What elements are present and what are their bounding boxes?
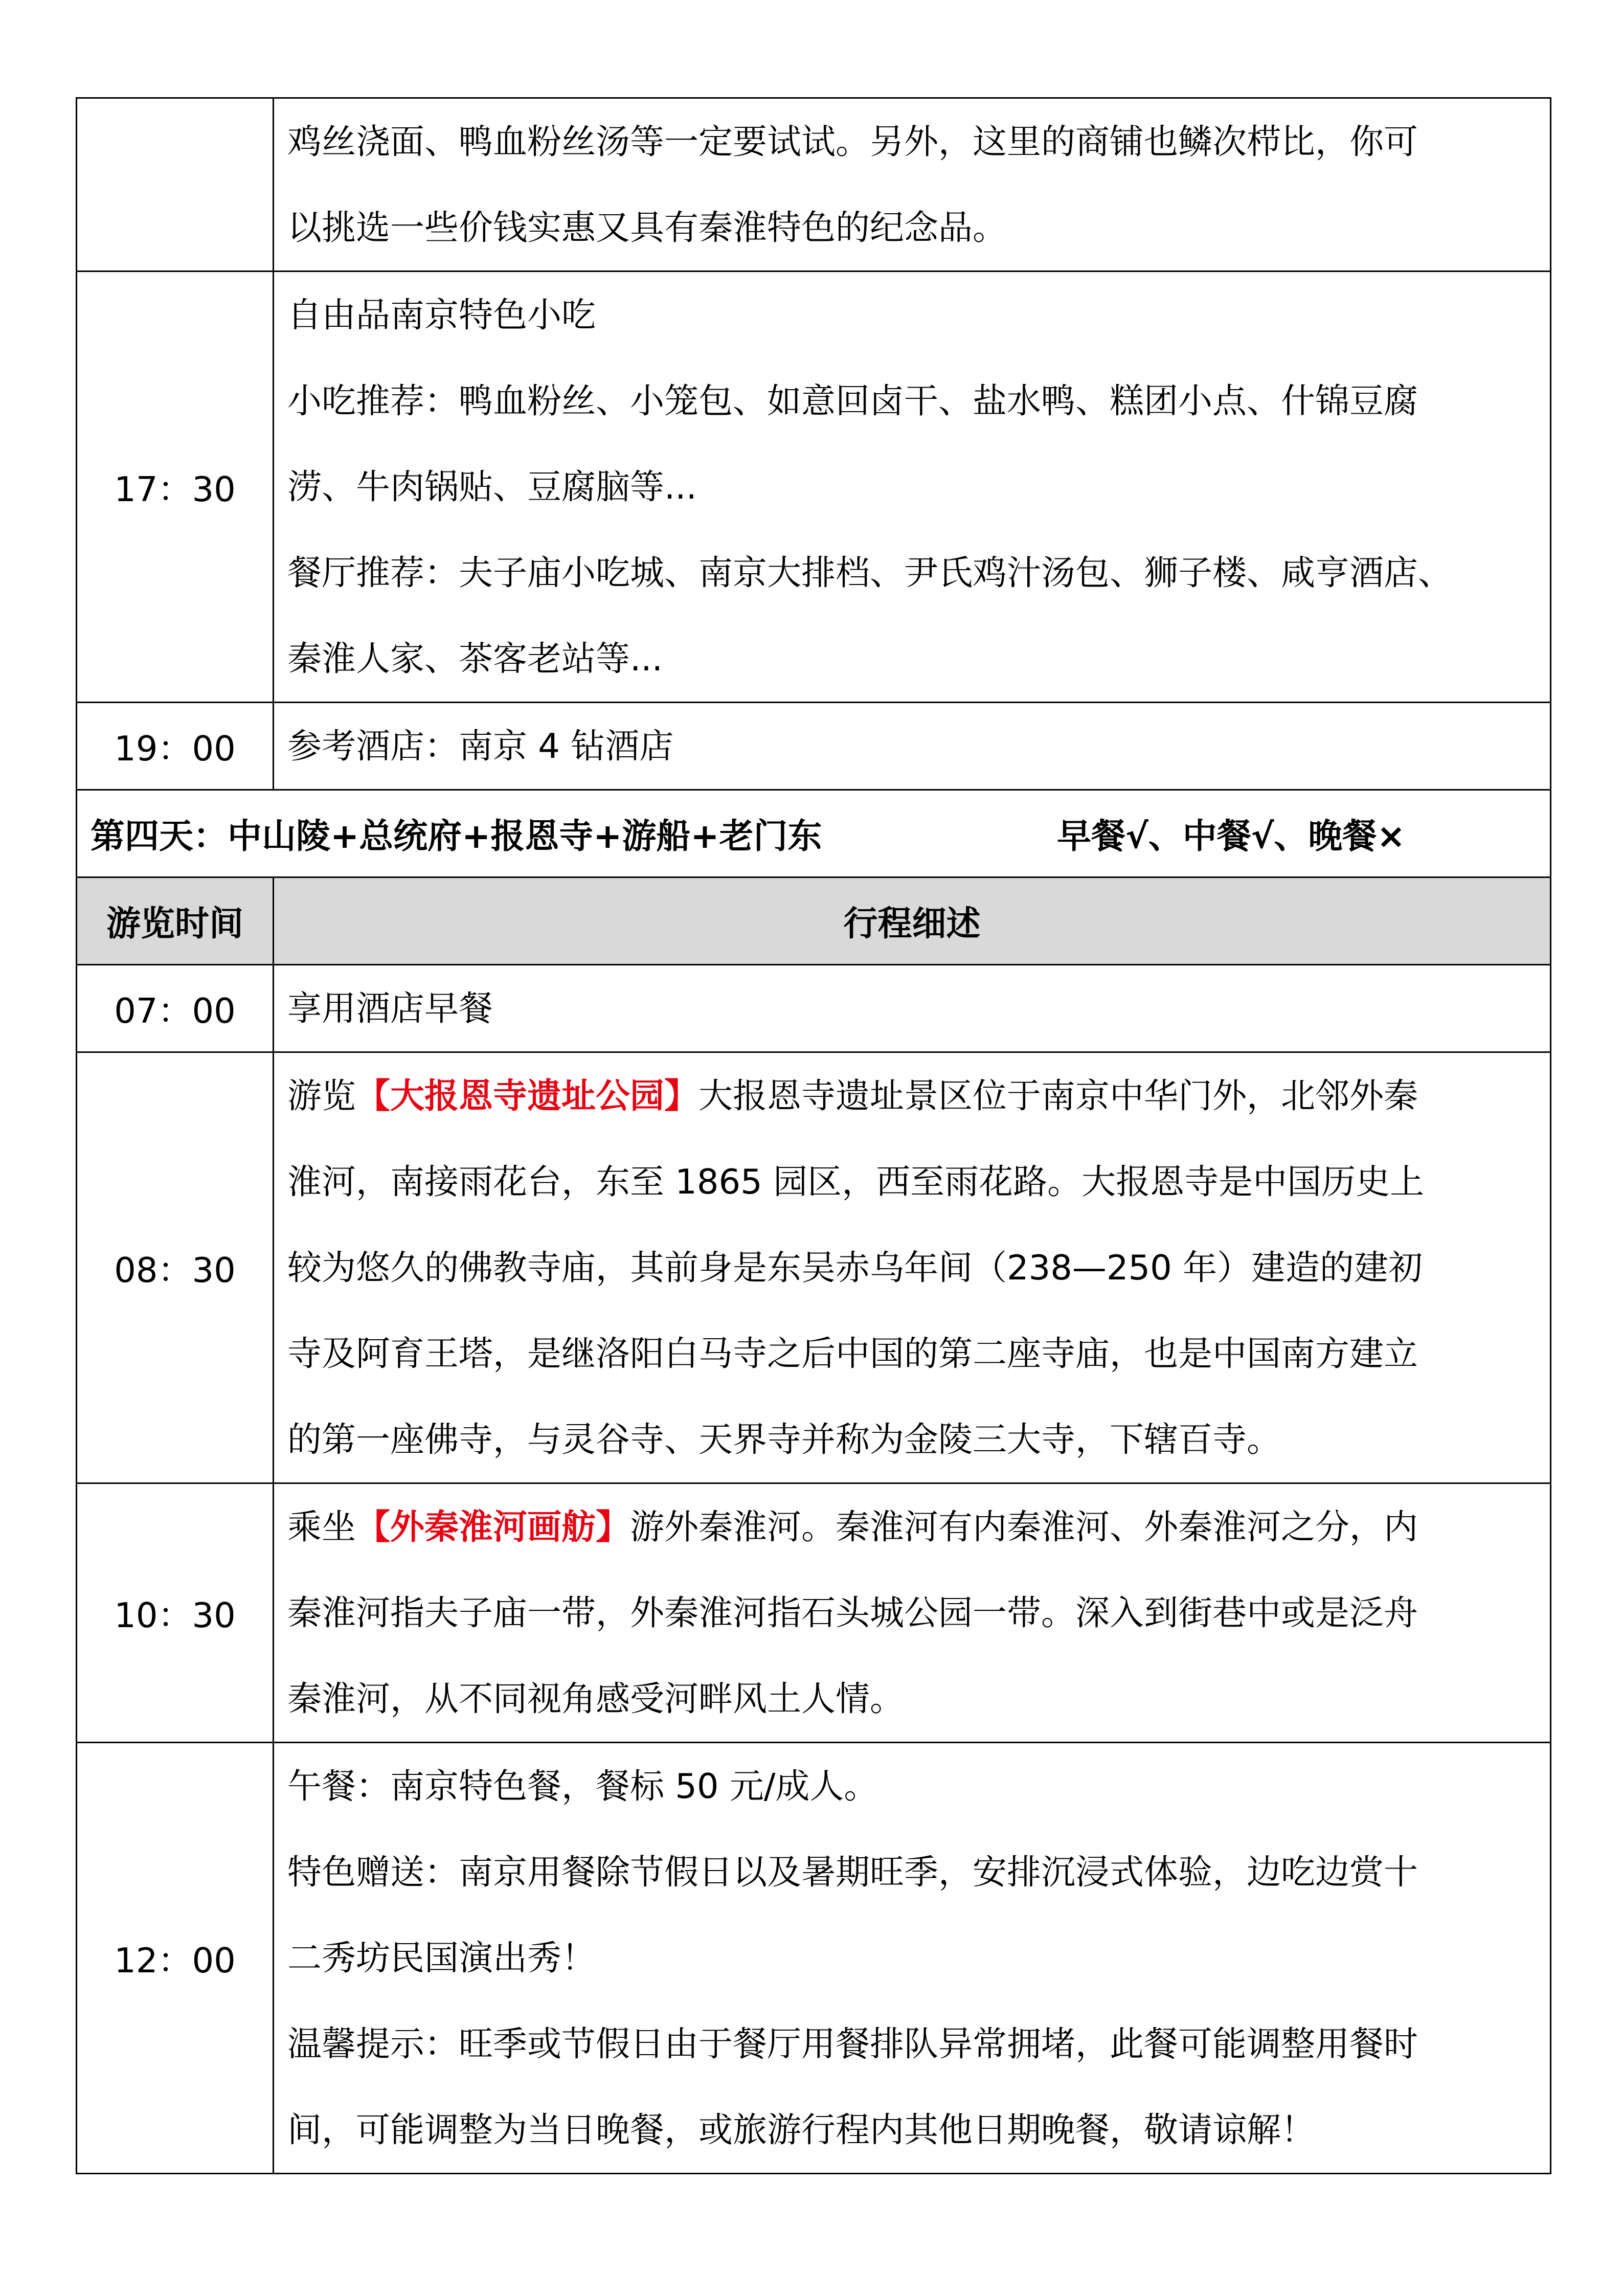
text-segment: 秦淮河，从不同视角感受河畔风土人情。 xyxy=(287,1679,904,1719)
description-line xyxy=(287,272,1537,358)
description-line xyxy=(287,1225,1537,1311)
description-line xyxy=(287,1484,1537,1570)
text-segment: 乘坐 xyxy=(287,1507,356,1547)
text-segment: 鸡丝浇面、鸭血粉丝汤等一定要试试。另外，这里的商铺也鳞次栉比，你可 xyxy=(287,122,1418,162)
highlighted-attraction: 【外秦淮河画舫】 xyxy=(356,1507,630,1547)
description-line xyxy=(287,965,1537,1051)
text-segment: 游览 xyxy=(287,1076,356,1116)
description-line xyxy=(287,530,1537,616)
itinerary-rows-day4 xyxy=(77,965,1551,2174)
itinerary-row xyxy=(77,1483,1551,1743)
text-segment: 间，可能调整为当日晚餐，或旅游行程内其他日期晚餐，敬请谅解！ xyxy=(287,2110,1315,2150)
description-line xyxy=(287,1743,1537,1829)
description-line xyxy=(287,99,1537,185)
column-header-description: 行程细述 xyxy=(274,877,1551,965)
day-header-cell xyxy=(77,790,1551,877)
day-meals: 早餐√、中餐√、晚餐× xyxy=(1057,816,1406,856)
text-segment: 特色赠送：南京用餐除节假日以及暑期旺季，安排沉浸式体验，边吃边赏十 xyxy=(287,1852,1418,1892)
column-header-time: 游览时间 xyxy=(77,877,274,965)
description-line xyxy=(287,1397,1537,1482)
column-header-row xyxy=(77,877,1551,965)
day4-section xyxy=(77,790,1551,965)
description-cell xyxy=(274,1483,1551,1743)
text-segment: 大报恩寺遗址景区位于南京中华门外，北邻外秦 xyxy=(698,1076,1418,1116)
text-segment: 秦淮河指夫子庙一带，外秦淮河指石头城公园一带。深入到街巷中或是泛舟 xyxy=(287,1593,1418,1633)
text-segment: 温馨提示：旺季或节假日由于餐厅用餐排队异常拥堵，此餐可能调整用餐时 xyxy=(287,2024,1418,2064)
time-cell: 08：30 xyxy=(77,1052,274,1483)
itinerary-row xyxy=(77,1743,1551,2174)
description-line xyxy=(287,1139,1537,1225)
time-cell: 19：00 xyxy=(77,703,274,790)
day-title: 第四天：中山陵+总统府+报恩寺+游船+老门东 xyxy=(91,816,822,856)
description-line xyxy=(287,616,1537,702)
itinerary-row xyxy=(77,1052,1551,1483)
itinerary-row xyxy=(77,703,1551,790)
description-line xyxy=(287,2087,1537,2173)
description-line xyxy=(287,1053,1537,1139)
description-line xyxy=(287,2001,1537,2087)
description-cell xyxy=(274,272,1551,703)
text-segment: 淮河，南接雨花台，东至 1865 园区，西至雨花路。大报恩寺是中国历史上 xyxy=(287,1162,1425,1202)
description-cell xyxy=(274,1052,1551,1483)
itinerary-row xyxy=(77,98,1551,272)
time-cell: 07：00 xyxy=(77,965,274,1052)
description-line xyxy=(287,1656,1537,1742)
text-segment: 秦淮人家、茶客老站等... xyxy=(287,639,663,679)
itinerary-row xyxy=(77,965,1551,1052)
description-cell xyxy=(274,98,1551,272)
description-cell xyxy=(274,965,1551,1052)
description-line xyxy=(287,1311,1537,1397)
text-segment: 享用酒店早餐 xyxy=(287,988,493,1028)
text-segment: 自由品南京特色小吃 xyxy=(287,295,596,335)
time-cell: 12：00 xyxy=(77,1743,274,2174)
text-segment: 以挑选一些价钱实惠又具有秦淮特色的纪念品。 xyxy=(287,208,1007,247)
text-segment: 小吃推荐：鸭血粉丝、小笼包、如意回卤干、盐水鸭、糕团小点、什锦豆腐 xyxy=(287,381,1418,421)
time-cell xyxy=(77,98,274,272)
description-line xyxy=(287,1915,1537,2001)
itinerary-rows-day3 xyxy=(77,98,1551,790)
text-segment: 午餐：南京特色餐，餐标 50 元/成人。 xyxy=(287,1766,878,1806)
itinerary-row xyxy=(77,272,1551,703)
text-segment: 餐厅推荐：夫子庙小吃城、南京大排档、尹氏鸡汁汤包、狮子楼、咸亨酒店、 xyxy=(287,553,1452,593)
description-cell xyxy=(274,703,1551,790)
description-line xyxy=(287,444,1537,530)
description-line xyxy=(287,703,1537,789)
description-cell xyxy=(274,1743,1551,2174)
text-segment: 寺及阿育王塔，是继洛阳白马寺之后中国的第二座寺庙，也是中国南方建立 xyxy=(287,1334,1418,1374)
description-line xyxy=(287,358,1537,444)
text-segment: 游外秦淮河。秦淮河有内秦淮河、外秦淮河之分，内 xyxy=(630,1507,1418,1547)
description-line xyxy=(287,185,1537,271)
time-cell: 10：30 xyxy=(77,1483,274,1743)
day-header-row xyxy=(77,790,1551,877)
description-line xyxy=(287,1570,1537,1656)
time-cell: 17：30 xyxy=(77,272,274,703)
text-segment: 涝、牛肉锅贴、豆腐脑等... xyxy=(287,467,697,507)
itinerary-table xyxy=(76,97,1551,2174)
text-segment: 二秀坊民国演出秀！ xyxy=(287,1938,596,1978)
text-segment: 较为悠久的佛教寺庙，其前身是东吴赤乌年间（238—250 年）建造的建初 xyxy=(287,1248,1423,1288)
text-segment: 的第一座佛寺，与灵谷寺、天界寺并称为金陵三大寺，下辖百寺。 xyxy=(287,1420,1281,1459)
highlighted-attraction: 【大报恩寺遗址公园】 xyxy=(356,1076,698,1116)
description-line xyxy=(287,1829,1537,1915)
text-segment: 参考酒店：南京 4 钻酒店 xyxy=(287,726,674,766)
